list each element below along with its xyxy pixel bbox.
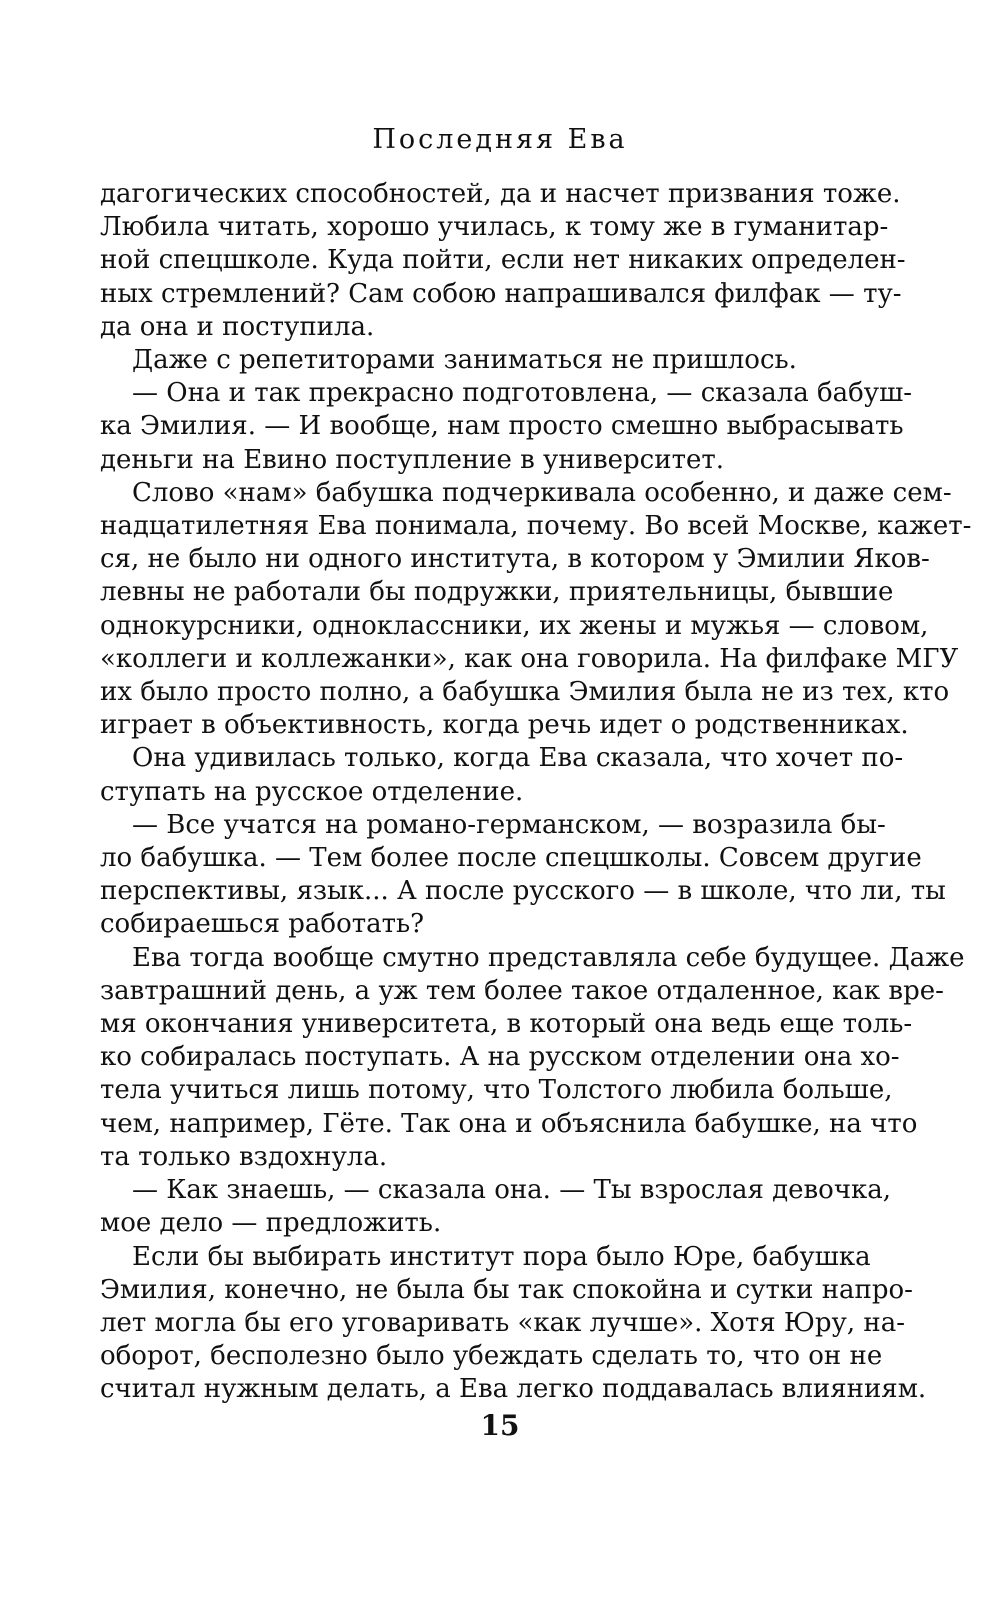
text-line: мое дело — предложить. xyxy=(100,1208,442,1239)
paragraph xyxy=(100,1241,927,1407)
text-line: ся, не было ни одного института, в котором у Эмилии Яков- xyxy=(100,544,930,575)
paragraph xyxy=(100,178,906,344)
text-line: надцатилетняя Ева понимала, почему. Во всей Москве, кажет- xyxy=(100,511,972,542)
text-line: играет в объективность, когда речь идет о родственниках. xyxy=(100,710,909,741)
text-line: — Она и так прекрасно подготовлена, — сказала бабуш- xyxy=(132,378,913,409)
text-line: ко собиралась поступать. А на русском отделении она хо- xyxy=(100,1042,900,1073)
text-line: «коллеги и коллежанки», как она говорила. На филфаке МГУ xyxy=(100,643,959,674)
paragraph xyxy=(100,942,965,1174)
text-line: та только вздохнула. xyxy=(100,1141,388,1172)
text-line: — Как знаешь, — сказала она. — Ты взрослая девочка, xyxy=(132,1175,892,1206)
text-line: лет могла бы его уговаривать «как лучше». Хотя Юру, на- xyxy=(100,1307,905,1338)
text-line: ка Эмилия. — И вообще, нам просто смешно выбрасывать xyxy=(100,411,904,442)
paragraph xyxy=(100,477,972,743)
text-line: считал нужным делать, а Ева легко поддавалась влияниям. xyxy=(100,1374,927,1405)
text-line: ступать на русское отделение. xyxy=(100,776,524,807)
text-line: Если бы выбирать институт пора было Юре, бабушка xyxy=(132,1241,871,1272)
paragraph xyxy=(100,1174,892,1240)
text-line: Ева тогда вообще смутно представляла себе будущее. Даже xyxy=(132,942,965,973)
text-line: дагогических способностей, да и насчет призвания тоже. xyxy=(100,179,901,209)
text-line: Любила читать, хорошо училась, к тому же в гуманитар- xyxy=(100,212,889,243)
text-line: оборот, бесполезно было убеждать сделать то, что он не xyxy=(100,1341,883,1372)
text-line: тела учиться лишь потому, что Толстого любила больше, xyxy=(100,1075,893,1106)
text-line: Она удивилась только, когда Ева сказала, что хочет по- xyxy=(132,743,904,774)
text-line: чем, например, Гёте. Так она и объяснила бабушке, на что xyxy=(100,1108,918,1139)
text-line: собираешься работать? xyxy=(100,909,425,940)
text-line: ной спецшколе. Куда пойти, если нет никаких определен- xyxy=(100,245,906,276)
text-line: Эмилия, конечно, не была бы так спокойна и сутки напро- xyxy=(100,1274,913,1305)
text-line: ных стремлений? Сам собою напрашивался филфак — ту- xyxy=(100,278,902,309)
text-line: однокурсники, одноклассники, их жены и мужья — словом, xyxy=(100,610,929,641)
text-line: деньги на Евино поступление в университет. xyxy=(100,444,724,475)
paragraph xyxy=(100,377,913,477)
paragraph xyxy=(100,344,858,377)
paragraph xyxy=(100,742,904,808)
text-line: Слово «нам» бабушка подчеркивала особенно, и даже сем- xyxy=(132,477,952,508)
text-line: Даже с репетиторами заниматься не пришлось. xyxy=(132,345,797,376)
text-line: ло бабушка. — Тем более после спецшколы. Совсем другие xyxy=(100,843,922,874)
text-line: завтрашний день, а уж тем более такое отдаленное, как вре- xyxy=(100,975,944,1006)
text-line: мя окончания университета, в который она ведь еще толь- xyxy=(100,1009,913,1040)
text-line: перспективы, язык... А после русского — в школе, что ли, ты xyxy=(100,876,946,907)
text-line: левны не работали бы подружки, приятельницы, бывшие xyxy=(100,577,894,608)
text-line: — Все учатся на романо-германском, — возразила бы- xyxy=(132,809,886,840)
text-line: да она и поступила. xyxy=(100,311,375,342)
page-number: 15 xyxy=(480,1409,520,1442)
text-line: их было просто полно, а бабушка Эмилия была не из тех, кто xyxy=(100,677,950,708)
body-text xyxy=(100,178,972,1407)
running-head: Последняя Ева xyxy=(372,124,628,155)
paragraph xyxy=(100,809,946,942)
